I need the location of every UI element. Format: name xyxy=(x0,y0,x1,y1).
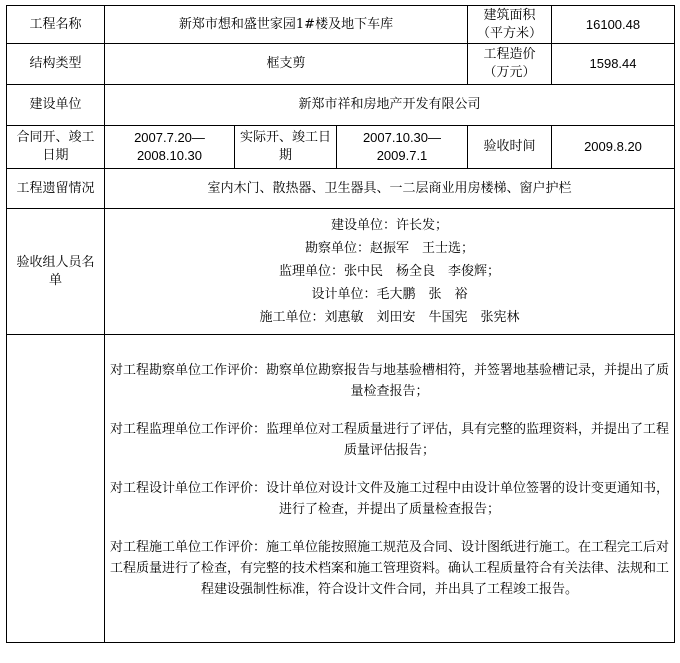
area-value: 16100.48 xyxy=(552,6,675,44)
evaluation-paragraph: 对工程施工单位工作评价：施工单位能按照施工规范及合同、设计图纸进行施工。在工程完工后对 工程质量进行了检查，有完整的技术档案和施工管理资料。确认工程质量符合有关法律、法规和工程建设强制性标准，符合设计文件合同，并出具了工程竣工报告。 xyxy=(109,540,669,597)
project-name-value: 新郑市想和盛世家园1#楼及地下车库 xyxy=(105,6,468,44)
evaluations-cell xyxy=(105,335,675,643)
member-line: 设计单位：毛大鹏 张 裕 xyxy=(311,287,468,302)
project-name-label: 工程名称 xyxy=(7,6,105,44)
evaluation-paragraph: 对工程设计单位工作评价：设计单位对设计文件及施工过程中由设计单位签署的设计变更通知书， 进行了检查，并提出了质量检查报告； xyxy=(109,481,669,517)
contract-dates-label: 合同开、竣工日期 xyxy=(7,126,105,169)
contract-dates-value: 2007.7.20—2008.10.30 xyxy=(105,126,235,169)
member-line: 勘察单位：赵振军 王士选； xyxy=(304,241,474,256)
cost-value: 1598.44 xyxy=(552,44,675,85)
row-project-name xyxy=(7,6,675,44)
acceptance-form-table xyxy=(6,5,675,643)
row-dates xyxy=(7,126,675,169)
row-builder xyxy=(7,85,675,126)
row-evaluations xyxy=(7,335,675,643)
row-members xyxy=(7,209,675,335)
structure-value: 框支剪 xyxy=(105,44,468,85)
member-line: 施工单位：刘惠敏 刘田安 牛国宪 张宪林 xyxy=(259,310,520,325)
evaluations-label-cell xyxy=(7,335,105,643)
actual-dates-value: 2007.10.30—2009.7.1 xyxy=(337,126,468,169)
member-line: 监理单位：张中民 杨全良 李俊辉； xyxy=(278,264,500,279)
row-structure xyxy=(7,44,675,85)
actual-dates-label: 实际开、竣工日期 xyxy=(235,126,337,169)
builder-value: 新郑市祥和房地产开发有限公司 xyxy=(105,85,675,126)
evaluation-paragraph: 对工程监理单位工作评价：监理单位对工程质量进行了评估，具有完整的监理资料，并提出了工程 质量评估报告； xyxy=(109,422,669,458)
structure-label: 结构类型 xyxy=(7,44,105,85)
acceptance-time-value: 2009.8.20 xyxy=(552,126,675,169)
leftover-value: 室内木门、散热器、卫生器具、一二层商业用房楼梯、窗户护栏 xyxy=(105,169,675,209)
area-label: 建筑面积（平方米） xyxy=(468,6,552,44)
cost-label: 工程造价（万元） xyxy=(468,44,552,85)
acceptance-time-label: 验收时间 xyxy=(468,126,552,169)
members-list xyxy=(105,209,675,335)
members-label: 验收组人员名单 xyxy=(7,209,105,335)
row-leftover xyxy=(7,169,675,209)
builder-label: 建设单位 xyxy=(7,85,105,126)
member-line: 建设单位：许长发； xyxy=(330,218,448,233)
leftover-label: 工程遗留情况 xyxy=(7,169,105,209)
evaluation-paragraph: 对工程勘察单位工作评价：勘察单位勘察报告与地基验槽相符，并签署地基验槽记录，并提出了质 量检查报告； xyxy=(109,363,669,399)
